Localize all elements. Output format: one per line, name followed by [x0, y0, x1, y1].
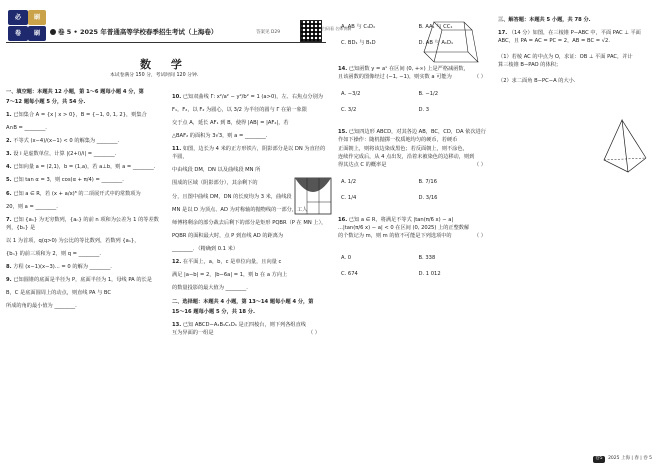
question-number: 8.: [6, 263, 12, 270]
brand-char: 卷: [8, 26, 28, 41]
header-divider: [6, 42, 326, 43]
option-b[interactable]: B. AA₁ 与 CC₁: [418, 24, 453, 30]
question-number: 11.: [172, 146, 182, 153]
question-text: 围成的区域（阴影部分），其余剩下的: [172, 180, 258, 187]
question-number: 4.: [6, 164, 12, 171]
question-number: 9.: [6, 276, 12, 283]
question-line: [172, 145, 330, 161]
question-number: 5.: [6, 177, 12, 184]
question-line: [172, 245, 330, 253]
question-text: B，C 是底面圆周上的动点，则直线 PA 与 BC: [6, 290, 112, 296]
answer-blank[interactable]: （ ）: [473, 232, 486, 239]
column-4: [498, 14, 656, 91]
question-line: [172, 258, 330, 266]
page-footer: 卷5 2025 上海 | 春 | 卷 5: [595, 456, 652, 462]
option-a[interactable]: A. −3/2: [341, 91, 361, 98]
question-line: [172, 232, 330, 240]
question-text: 分，且图中曲线 DM，DN 的长度均为 3 米，曲线段: [172, 193, 292, 200]
qr-code-icon[interactable]: [300, 20, 322, 42]
question-line: [172, 132, 330, 140]
option-c[interactable]: C. 674: [341, 271, 358, 278]
question-line: [172, 284, 330, 292]
question-text: F₁，F₂，以 F₂ 为圆心，以 3/2 为半径的圆与 Γ 在第一象限: [172, 107, 307, 114]
section-heading: 二、选择题：本题共 4 小题，第 13～14 题每小题 4 分，第: [172, 299, 314, 305]
column-3: [338, 14, 496, 287]
question-line: [172, 93, 330, 101]
question-number: 7.: [6, 216, 12, 223]
question-number: 6.: [6, 190, 12, 197]
question-text: 师傅将剩余的部分裁去后剩下的部分是矩形 PQBR（P 在 MN 上），: [172, 219, 327, 226]
question-number: 1.: [6, 112, 12, 119]
question-line: [6, 250, 166, 258]
question-line: [6, 124, 166, 132]
q15-options: [341, 174, 496, 206]
answer-reference: 答案见 D29: [256, 30, 281, 35]
question-line: [6, 203, 166, 211]
question-number: 3.: [6, 151, 12, 158]
option-a[interactable]: A. AB 与 C₁D₁: [341, 24, 376, 30]
option-b[interactable]: B. −1/2: [418, 91, 439, 98]
question-15: 15. 已知四边形 ABCD，对其各边 AB，BC，CD，DA 依次进行 作如下操作：随机抛掷一枚质地均匀的硬币，若硬币 正面朝上，则将该边染成黑色；若反面朝上，则不涂色， 连续作完成后，从 4 点出发，沿着未被染色的边移动，则到 得其达点 C 的概率是 （ ）: [338, 129, 486, 168]
answer-blank[interactable]: （ ）: [473, 161, 486, 168]
option-d[interactable]: D. 3/16: [418, 194, 438, 201]
question-text: 已知双曲线 Γ: x²/a² − y²/b² = 1 (a>0)，左、右焦点分别为: [182, 94, 323, 100]
bullet-icon: [50, 29, 56, 35]
option-b[interactable]: B. 338: [418, 255, 436, 261]
question-line: [6, 190, 166, 198]
column-1: [6, 86, 166, 315]
question-line: [6, 216, 166, 232]
question-line: [172, 219, 330, 227]
question-text: 20，则 a = ________.: [6, 203, 58, 210]
question-text: 已知 a ∈ R，若 (x + a/x)⁸ 的二项展开式中的常数项为: [13, 190, 141, 197]
option-c[interactable]: C. BD₁ 与 B₁D: [341, 40, 376, 47]
question-text: 中由线段 DM，DN 以及曲线段 MN 所: [172, 167, 261, 174]
question-text: 的数量投影的最大值为 ________.: [172, 284, 248, 291]
question-text: {bₙ} 的前三项和为 2，则 q = ________.: [6, 250, 102, 257]
question-line: [6, 289, 166, 297]
paper-title: 卷 5 • 2025 年普通高等学校春季招生考试（上海卷）: [50, 27, 217, 37]
subject-title: 数 学: [140, 58, 190, 71]
option-a[interactable]: A. 1/2: [341, 178, 357, 185]
question-text: 设 i 是虚数单位，计算 |(2+i)/i| = ________.: [13, 151, 117, 158]
question-line: [6, 163, 166, 171]
question-text: 交于点 A，延长 AF₁ 到 B，使得 |AB| = |AF₂|，若: [172, 120, 289, 127]
brand-char: 刷: [28, 10, 46, 25]
question-text: 已知向量 a = (2,1)，b = (1,a)，若 a⊥b，则 a = ________.: [13, 164, 156, 171]
option-a[interactable]: A. 0: [341, 255, 352, 261]
question-text: 不等式 (x−4)/(x−1) < 0 的解集为 ________.: [13, 138, 120, 145]
brand-char: 刷: [28, 26, 46, 41]
column-2: [172, 88, 330, 342]
section-heading: 三、解答题：本题共 5 小题，共 78 分.: [498, 17, 591, 23]
question-list: [6, 111, 166, 310]
question-line: [172, 106, 330, 114]
question-text: 已知 tan α = 3，则 cos(α + π/4) = ________.: [13, 177, 124, 184]
option-c[interactable]: C. 1/4: [341, 194, 357, 201]
question-text: 以 1 为首项，q(q>0) 为公比的等比数列，若数列 {aₙ}，: [6, 237, 140, 244]
question-text: ________．（精确到 0.1 米）: [172, 245, 239, 252]
square-figure-diagram: [293, 176, 335, 218]
tetrahedron-figure-diagram: [600, 118, 650, 176]
question-text: 满足 |a−b| = 2，|b−6a| = 1，则 b 在 a 方向上: [172, 271, 288, 278]
question-line: [172, 166, 330, 174]
question-number: 12.: [172, 258, 182, 265]
question-17: 17. （14 分）如图，在三棱锥 P−ABC 中，平面 PAC ⊥ 平面 ABC，且 PA = AC = PC = 2，AB = BC = √2. （1）若棱 AC 的中点为 O，求证：OB ⊥ 平面 PAC，并计 算三棱锥 B−PAO 的体积； （2）求二面角 B−PC−A 的大小.: [498, 30, 641, 85]
question-line: [6, 137, 166, 145]
question-line: [6, 176, 166, 184]
q14-options: [341, 86, 496, 118]
section-heading: 15～16 题每小题 5 分，共 18 分.: [172, 309, 255, 316]
question-16: 16. 已知 a ∈ R，将满足不等式 |tan(π/6 x) − a| ...|tan(π/6 x) − a| < 0 在区间 (0, 2025) 上的正整数解 的个数记为 m，则 m 的值不可能是下列选项中的 （ ）: [338, 216, 486, 239]
question-text: 已知集合 A = {x | x > 0}，B = {−1, 0, 1, 2}，则集合: [13, 112, 147, 119]
exam-note: 本试卷满分 150 分，考试时间 120 分钟.: [110, 73, 199, 78]
section-heading: 7～12 题每小题 5 分，共 54 分.: [6, 99, 86, 106]
footer-tag: 卷5: [595, 456, 603, 462]
question-text: 方程 (x−1)(x−3)... = 0 的解为 ________.: [13, 263, 112, 270]
question-text: 已知圆锥的底面是半径为 P，底面半径为 1，母线 PA 的长是: [13, 276, 152, 283]
question-line: [172, 271, 330, 279]
question-line: [172, 119, 330, 127]
question-line: [6, 237, 166, 245]
question-14: 14. 已知函数 y = aˣ 在区间 (0, +∞) 上是严格减函数， 且该函数的图像经过 (−1, −1)，则实数 a 可能为 （ ）: [338, 66, 486, 81]
question-text: △BAF₂ 的面积为 3√3，则 a = ________.: [172, 133, 268, 140]
question-line: [6, 263, 166, 271]
qr-caption: 扫码看 名师讲解: [322, 26, 352, 31]
answer-blank[interactable]: （ ）: [307, 330, 320, 337]
question-text: 如图，边长为 4 米的正方形铁片，阴影部分是以 DN 为直径的半圆，: [172, 146, 326, 161]
question-line: [6, 302, 166, 310]
question-text: 所成的角的最小值为 ________.: [6, 303, 77, 310]
question-line: [6, 150, 166, 158]
question-13: 13. 已知 ABCD−A₁B₁C₁D₁ 是正四棱台，则下列各组直线 互为异面的一组是 （ ）: [172, 322, 320, 337]
option-c[interactable]: C. 3/2: [341, 107, 357, 114]
question-line: [6, 111, 166, 119]
frustum-figure-diagram: [420, 16, 480, 66]
brand-logo: [8, 10, 46, 44]
question-number: 2.: [6, 138, 12, 145]
brand-char: 必: [8, 10, 28, 25]
question-text: PQBR 的面积最大时，点 P 到直线 AD 的距离为: [172, 232, 284, 239]
option-d[interactable]: D. AB 与 A₁D₁: [418, 40, 454, 47]
question-text: 已知 {aₙ} 为无穷数列，{aₙ} 的前 n 项和为公差为 1 的等差数列，{bₙ} 是: [6, 216, 159, 231]
answer-blank[interactable]: （ ）: [473, 74, 486, 81]
question-text: MN 是以 D 为顶点、AD 为对称轴的抛物线的一部分，工人: [172, 206, 308, 213]
option-d[interactable]: D. 1 012: [418, 271, 441, 278]
question-text: 在平面上，a，b，c 是单位向量，且向量 c: [182, 258, 282, 265]
q16-options: [341, 250, 496, 282]
question-text: A∩B = ________.: [6, 125, 47, 132]
section-heading: 一、填空题：本题共 12 小题，第 1～6 题每小题 4 分，第: [6, 89, 144, 95]
question-number: 10.: [172, 94, 182, 100]
question-line: [6, 276, 166, 284]
option-d[interactable]: D. 3: [418, 107, 430, 114]
option-b[interactable]: B. 7/16: [418, 178, 438, 185]
